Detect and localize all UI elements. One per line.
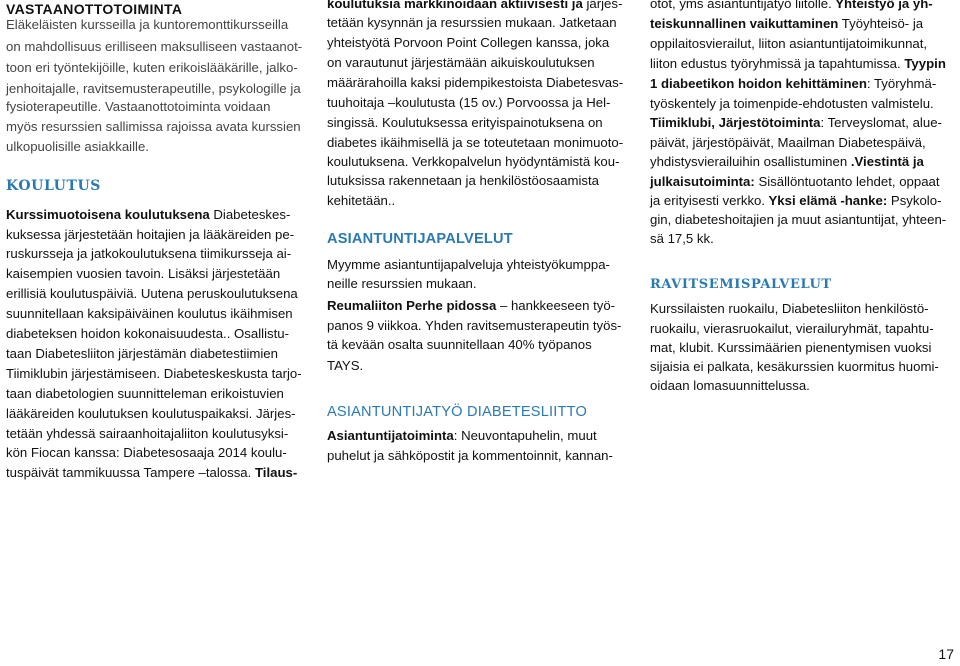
text-line: tetään yhdessä sairaanhoitajaliiton koulutusyksi- (6, 426, 289, 441)
text-line (650, 113, 942, 133)
bold-phrase: Tyypin (900, 56, 946, 71)
text-line: lutuksissa rakennetaan ja henkilöstöosaamista (327, 173, 599, 188)
text-span: ja erityisesti verkko. (650, 193, 766, 208)
bold-phrase: Tilaus- (251, 465, 298, 480)
bold-phrase: .Viestintä ja (847, 154, 924, 169)
text-line: kaisempien vuosien tavoin. Lisäksi järjestetään (6, 266, 281, 281)
text-line: sä 17,5 kk. (650, 231, 714, 246)
text-line (650, 152, 924, 172)
text-span: : Neuvontapuhelin, muut (453, 428, 597, 443)
text-line: on mahdollisuus erilliseen maksulliseen vastaanot- (6, 39, 303, 54)
text-line (650, 74, 936, 94)
text-line: oppilaitosvierailut, liiton asiantuntijatoimikunnat, (650, 36, 928, 51)
text-line: suunnitellaan kaksipäiväinen koulutus ikäihmisen (6, 306, 293, 321)
bold-phrase: Asiantuntijatoiminta (327, 428, 454, 443)
text-line: myös resurssien sallimissa rajoissa avata kurssien (6, 119, 301, 134)
text-line: ruskursseja ja jatkokoulutuksena tiimikursseja ai- (6, 246, 292, 261)
text-line: sijaisia ei palkata, kesäkurssien kuormitus huomi- (650, 359, 939, 374)
bold-phrase: Kurssimuotoisena koulutuksena (6, 207, 210, 222)
text-span: Sisällöntuotanto lehdet, oppaat (754, 174, 940, 189)
bold-phrase: teiskunnallinen vaikuttaminen (650, 16, 839, 31)
text-span: – hankkeeseen työ- (496, 298, 616, 313)
text-line (6, 205, 290, 225)
text-line: toon eri työntekijöille, kuten erikoislääkärille, jalko- (6, 60, 298, 75)
text-line: kuksessa järjestetään hoitajien ja lääkäreiden pe- (6, 227, 295, 242)
bold-phrase: julkaisutoiminta: (650, 174, 755, 189)
text-line: ruokailu, vierasruokailut, vierailuryhmät, tapahtu- (650, 321, 934, 336)
text-line: Myymme asiantuntijapalveluja yhteistyökumppa- (327, 257, 610, 272)
text-line (327, 296, 615, 316)
text-line: oidaan lomasuunnittelussa. (650, 378, 810, 393)
text-line (650, 54, 946, 74)
text-line: kehitetään.. (327, 193, 396, 208)
bold-phrase: Yhteistyö ja yh- (831, 0, 933, 11)
text-line: ulkopuolisille asiakkaille. (6, 139, 149, 154)
text-line: kön Fiocan kanssa: Diabetesosaaja 2014 koulu- (6, 445, 287, 460)
text-span: tuspäivät tammikuussa Tampere –talossa. (6, 465, 252, 480)
text-span: Työyhteisö- ja (838, 16, 924, 31)
text-line: fysioterapeutille. Vastaanottotoiminta voidaan (6, 99, 271, 114)
text-line: puhelut ja sähköpostit ja kommentoinnit, kannan- (327, 448, 613, 463)
text-line: yhteistyötä Porvoon Point Collegen kanssa, joka (327, 35, 610, 50)
text-line: diabeteksen hoidon kokonaisuudesta.. Osallistu- (6, 326, 289, 341)
text-line: koulutuksena. Verkkopalvelun hyödyntämistä kou- (327, 154, 620, 169)
heading-koulutus: KOULUTUS (6, 178, 102, 194)
text-line: Tiimiklubin järjestämiseen. Diabeteskeskusta tarjo- (6, 366, 302, 381)
text-line: singissä. Koulutuksessa erityispainotuksena on (327, 115, 603, 130)
heading-ravitsemispalvelut: RAVITSEMISPALVELUT (650, 277, 832, 292)
text-span: liiton edustus työryhmissä ja tapahtumissa. (650, 56, 901, 71)
text-line (650, 14, 923, 34)
bold-phrase: Reumaliiton Perhe pidossa (327, 298, 497, 313)
text-line: jenhoitajalle, ravitsemusterapeutille, psykologille ja (6, 81, 301, 96)
text-line: tä kevään osalta suunnitellaan 40% työpanos (327, 337, 592, 352)
text-line (6, 463, 297, 483)
heading-vastaanottotoiminta: VASTAANOTTOTOIMINTA (6, 1, 183, 17)
text-span: : Terveyslomat, alue- (820, 115, 942, 130)
text-line (650, 172, 940, 192)
text-line: mat, klubit. Kurssimäärien pienentymisen vuoksi (650, 340, 932, 355)
text-line: tetään kysynnän ja resurssien mukaan. Jatketaan (327, 15, 617, 30)
text-line: panos 9 viikkoa. Yhden ravitsemusterapeutin työs- (327, 318, 622, 333)
text-span: Psykolo- (887, 193, 942, 208)
text-line: määrärahoilla kaksi pidempikestoista Diabetesvas- (327, 75, 624, 90)
text-span: : Työryhmä- (866, 76, 937, 91)
text-line: päivät, järjestöpäivät, Maailman Diabetespäivä, (650, 135, 926, 150)
text-line (650, 0, 933, 14)
bold-phrase: Yksi elämä -hanke: (765, 193, 888, 208)
text-line: Eläkeläisten kursseilla ja kuntoremonttikursseilla (6, 17, 289, 32)
text-line: TAYS. (327, 358, 364, 373)
text-span: Diabeteskes- (209, 207, 291, 222)
text-span: yhdistysvierailuihin osallistuminen (650, 154, 848, 169)
text-line (327, 426, 597, 446)
text-span: järjes- (582, 0, 623, 11)
text-line: lääkäreiden koulutuksen koulutuspaikaksi. Järjes- (6, 406, 296, 421)
text-line: gin, diabeteshoitajien ja muut asiantuntijat, yhteen- (650, 212, 947, 227)
bold-phrase: 1 diabeetikon hoidon kehittäminen (650, 76, 867, 91)
text-line: Kurssilaisten ruokailu, Diabetesliiton henkilöstö- (650, 301, 929, 316)
bold-phrase: Tiimiklubi, Järjestötoiminta (650, 115, 821, 130)
text-line: tuuhoitaja –koulutusta (15 ov.) Porvoossa ja Hel- (327, 95, 611, 110)
text-line: työskentely ja toimenpide-ehdotusten valmistelu. (650, 96, 934, 111)
text-line: neille resurssien mukaan. (327, 276, 477, 291)
text-line (327, 0, 622, 14)
bold-phrase: koulutuksia markkinoidaan aktiivisesti ja (327, 0, 583, 11)
text-line (650, 191, 941, 211)
heading-asiantuntijatyo-diabetesliitto: ASIANTUNTIJATYÖ DIABETESLIITTO (327, 404, 588, 420)
page-number: 17 (938, 646, 954, 662)
text-line: diabetes ikäihmisellä ja se toteutetaan monimuoto- (327, 135, 624, 150)
heading-asiantuntijapalvelut: ASIANTUNTIJAPALVELUT (327, 231, 513, 247)
text-span: otot, yms asiantuntijatyö liitolle. (650, 0, 832, 11)
text-line: on varautunut järjestämään aikuiskoulutuksen (327, 55, 595, 70)
text-line: erillisiä koulutuspäiviä. Uutena peruskoulutuksena (6, 286, 298, 301)
text-line: taan diabetologien suunnitteleman erikoistuvien (6, 386, 284, 401)
text-line: taan Diabetesliiton järjestämän diabetestiimien (6, 346, 278, 361)
